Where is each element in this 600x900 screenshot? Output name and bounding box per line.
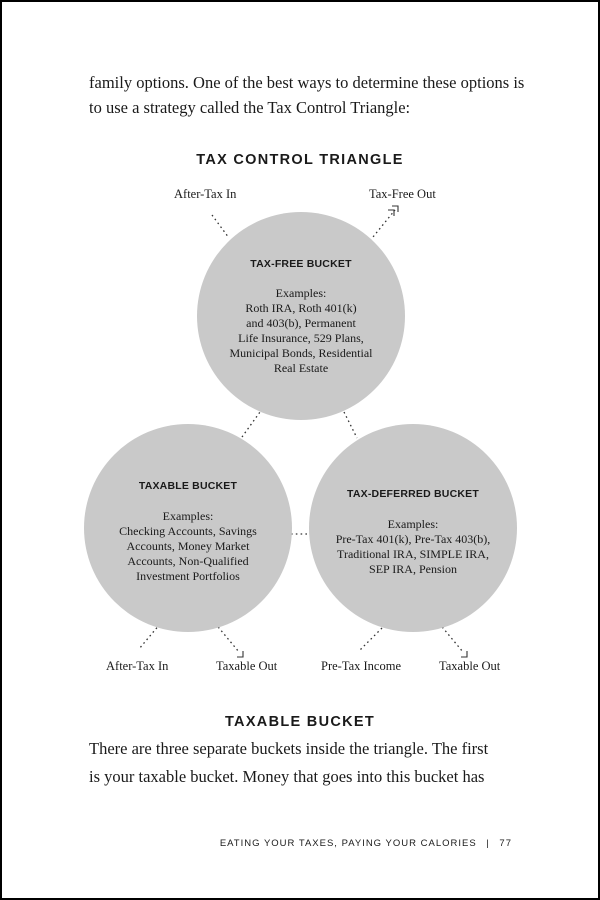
tax-deferred-bucket-title: TAX-DEFERRED BUCKET xyxy=(347,488,479,500)
taxable-example-line: Investment Portfolios xyxy=(136,569,240,583)
intro-line-2: to use a strategy called the Tax Control Triangle: xyxy=(89,98,411,117)
taxable-example-line: Checking Accounts, Savings xyxy=(119,524,257,538)
tax-deferred-examples xyxy=(308,532,518,577)
right-out-label: Taxable Out xyxy=(439,659,501,673)
tax-free-examples-label: Examples: xyxy=(275,286,327,300)
taxable-example-line: Accounts, Money Market xyxy=(126,539,250,553)
running-title: EATING YOUR TAXES, PAYING YOUR CALORIES xyxy=(219,838,477,849)
tax-free-example-line: and 403(b), Permanent xyxy=(246,316,356,330)
connector-top-right xyxy=(344,412,357,438)
page-footer xyxy=(220,838,512,849)
connector-top-left xyxy=(242,412,260,437)
tax-deferred-example-line: Traditional IRA, SIMPLE IRA, xyxy=(337,547,489,561)
top-out-arrowhead xyxy=(392,206,398,212)
top-out-arrowhead-2 xyxy=(388,210,394,216)
top-in-arrow xyxy=(212,215,229,238)
left-in-label: After-Tax In xyxy=(106,659,169,673)
section-heading: TAXABLE BUCKET xyxy=(224,714,376,730)
left-out-arrowhead xyxy=(237,651,243,657)
body-line-1: There are three separate buckets inside the triangle. The first xyxy=(89,739,489,758)
taxable-examples xyxy=(88,524,288,584)
left-in-arrow xyxy=(139,624,160,649)
tax-deferred-example-line: SEP IRA, Pension xyxy=(369,562,457,576)
tax-free-example-line: Real Estate xyxy=(273,361,329,375)
tax-deferred-examples-label: Examples: xyxy=(387,517,439,531)
right-in-arrow xyxy=(360,628,382,650)
tax-free-example-line: Life Insurance, 529 Plans, xyxy=(238,331,364,345)
top-in-label: After-Tax In xyxy=(174,187,237,201)
body-line-2: is your taxable bucket. Money that goes into this bucket has xyxy=(89,767,485,786)
right-in-label: Pre-Tax Income xyxy=(321,659,401,673)
footer-separator: | xyxy=(486,838,490,849)
tax-free-bucket-title: TAX-FREE BUCKET xyxy=(250,258,352,270)
intro-line-1: family options. One of the best ways to determine these options is xyxy=(89,73,525,92)
diagram-title: TAX CONTROL TRIANGLE xyxy=(196,152,404,168)
tax-free-example-line: Municipal Bonds, Residential xyxy=(229,346,373,360)
taxable-bucket-title: TAXABLE BUCKET xyxy=(138,480,238,492)
top-out-label: Tax-Free Out xyxy=(369,187,436,201)
page-number: 77 xyxy=(499,838,512,849)
body-paragraph xyxy=(89,735,529,791)
tax-free-example-line: Roth IRA, Roth 401(k) xyxy=(245,301,357,315)
taxable-examples-label: Examples: xyxy=(162,509,214,523)
left-out-label: Taxable Out xyxy=(216,659,278,673)
tax-free-examples xyxy=(201,301,401,376)
right-out-arrowhead xyxy=(461,651,467,657)
tax-deferred-example-line: Pre-Tax 401(k), Pre-Tax 403(b), xyxy=(335,532,491,546)
taxable-example-line: Accounts, Non-Qualified xyxy=(127,554,249,568)
